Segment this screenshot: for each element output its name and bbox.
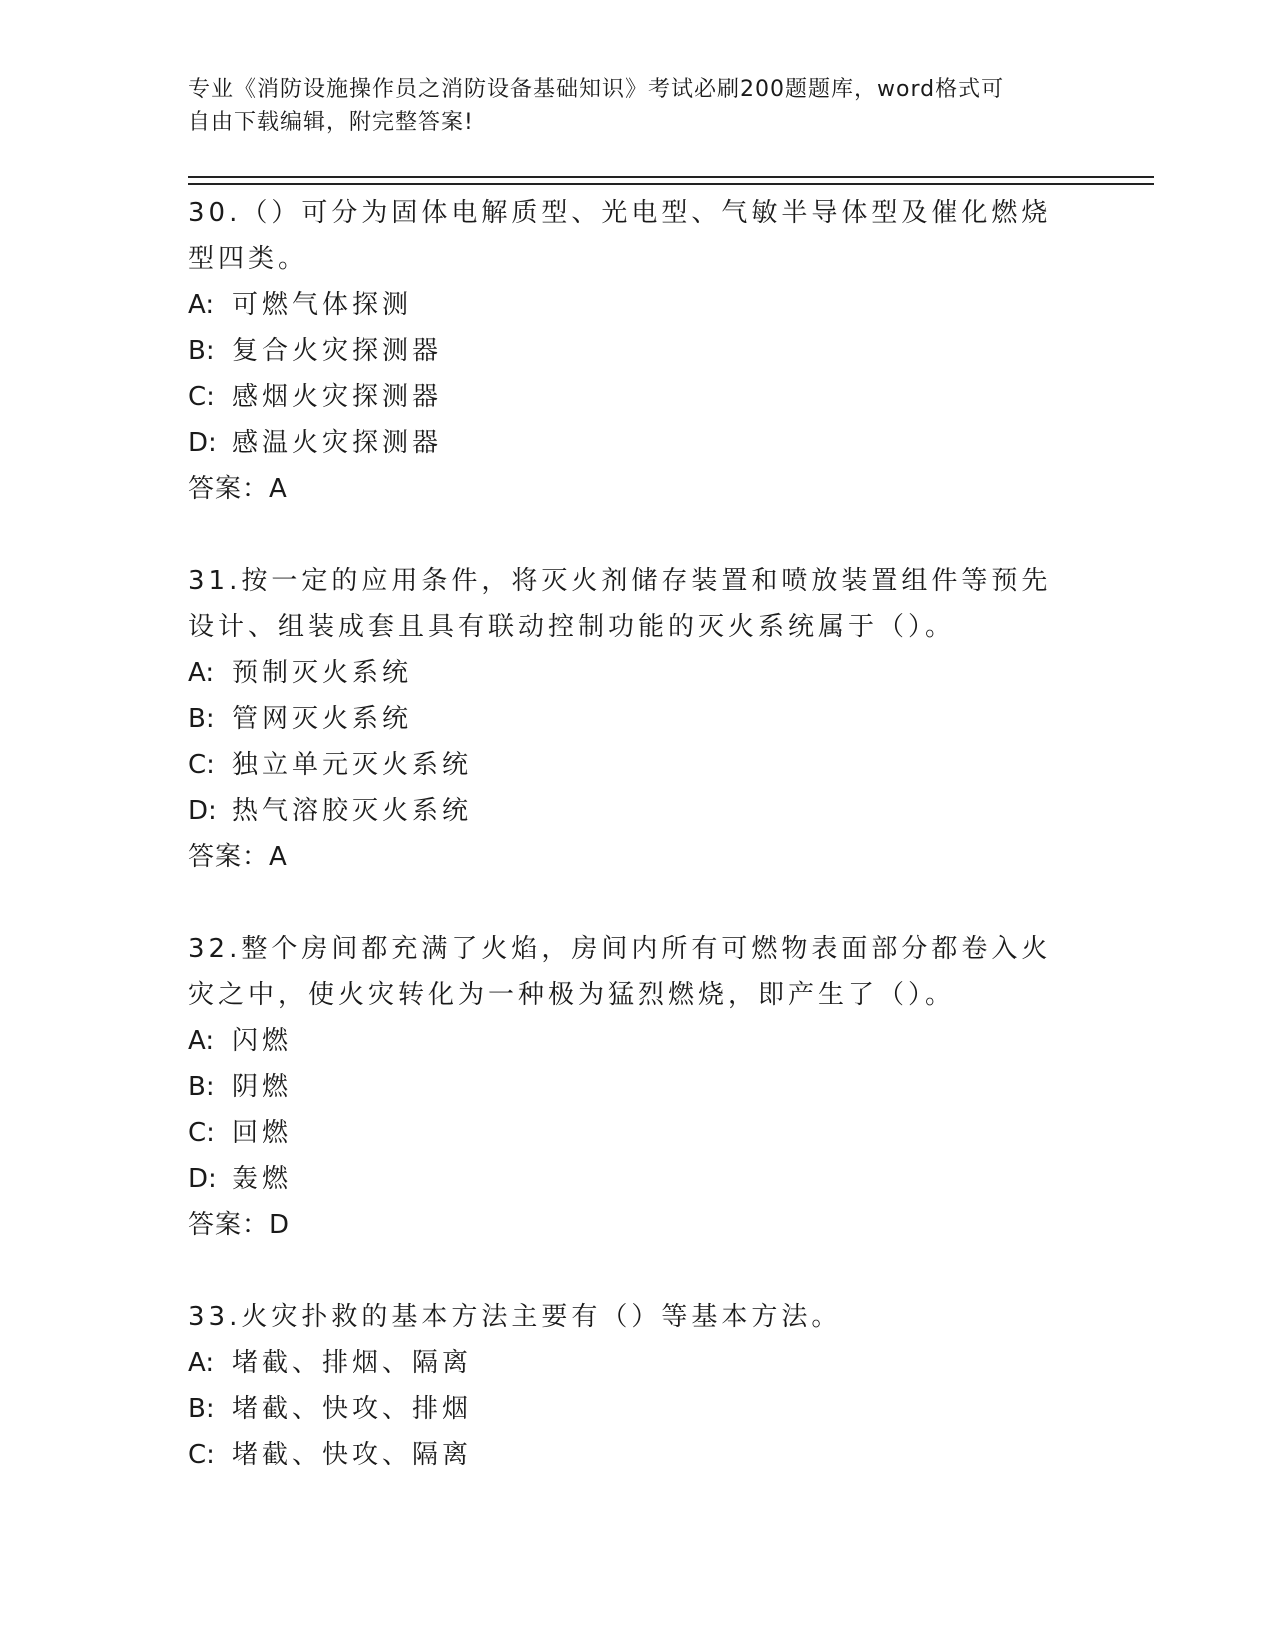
option-text: 堵截、快攻、隔离 (232, 1440, 473, 1470)
option-b (188, 696, 1088, 742)
question-stem: 31.按一定的应用条件，将灭火剂储存装置和喷放装置组件等预先设计、组装成套且具有联动控制功能的灭火系统属于（）。 (188, 566, 1052, 642)
option-c (188, 1110, 1088, 1156)
option-text: 堵截、快攻、排烟 (232, 1394, 473, 1424)
option-text: 独立单元灭火系统 (232, 750, 473, 780)
option-key: D: (188, 428, 217, 458)
question-30 (188, 190, 1088, 512)
question-31 (188, 558, 1088, 880)
question-stem: 33.火灾扑救的基本方法主要有（）等基本方法。 (188, 1302, 842, 1332)
option-d (188, 788, 1088, 834)
option-text: 闪燃 (232, 1026, 293, 1056)
option-text: 可燃气体探测 (232, 290, 413, 320)
question-32 (188, 926, 1088, 1248)
option-b (188, 1064, 1088, 1110)
option-c (188, 374, 1088, 420)
option-text: 阴燃 (232, 1072, 293, 1102)
option-c (188, 1432, 1088, 1478)
option-b (188, 328, 1088, 374)
option-a (188, 1018, 1088, 1064)
option-key: A: (188, 1348, 215, 1378)
option-key: B: (188, 1394, 215, 1424)
option-text: 管网灭火系统 (232, 704, 413, 734)
question-stem: 30.（）可分为固体电解质型、光电型、气敏半导体型及催化燃烧型四类。 (188, 198, 1052, 274)
option-a (188, 650, 1088, 696)
option-key: B: (188, 704, 215, 734)
option-key: D: (188, 1164, 217, 1194)
header-divider-bottom (188, 183, 1154, 185)
question-list (188, 190, 1088, 1524)
option-text: 热气溶胶灭火系统 (232, 796, 473, 826)
option-key: C: (188, 750, 215, 780)
question-33 (188, 1294, 1088, 1478)
option-key: B: (188, 336, 215, 366)
option-a (188, 282, 1088, 328)
option-text: 感烟火灾探测器 (232, 382, 443, 412)
option-d (188, 420, 1088, 466)
option-c (188, 742, 1088, 788)
option-b (188, 1386, 1088, 1432)
option-text: 回燃 (232, 1118, 293, 1148)
question-stem: 32.整个房间都充满了火焰，房间内所有可燃物表面部分都卷入火灾之中，使火灾转化为一种极为猛烈燃烧，即产生了（）。 (188, 934, 1052, 1010)
option-key: A: (188, 658, 215, 688)
header-line-2: 自由下载编辑，附完整答案! (188, 110, 474, 135)
option-key: C: (188, 382, 215, 412)
option-d (188, 1156, 1088, 1202)
option-key: B: (188, 1072, 215, 1102)
answer-line: 答案：A (188, 842, 288, 872)
option-key: A: (188, 290, 215, 320)
option-text: 复合火灾探测器 (232, 336, 443, 366)
option-key: A: (188, 1026, 215, 1056)
option-text: 预制灭火系统 (232, 658, 413, 688)
header-divider-top (188, 176, 1154, 178)
answer-line: 答案：D (188, 1210, 291, 1240)
option-text: 轰燃 (232, 1164, 293, 1194)
option-key: C: (188, 1440, 215, 1470)
option-key: C: (188, 1118, 215, 1148)
answer-line: 答案：A (188, 474, 288, 504)
option-text: 堵截、排烟、隔离 (232, 1348, 473, 1378)
header-line-1: 专业《消防设施操作员之消防设备基础知识》考试必刷200题题库，word格式可 (188, 77, 1005, 102)
option-text: 感温火灾探测器 (232, 428, 443, 458)
document-header (188, 73, 1068, 139)
option-key: D: (188, 796, 217, 826)
option-a (188, 1340, 1088, 1386)
